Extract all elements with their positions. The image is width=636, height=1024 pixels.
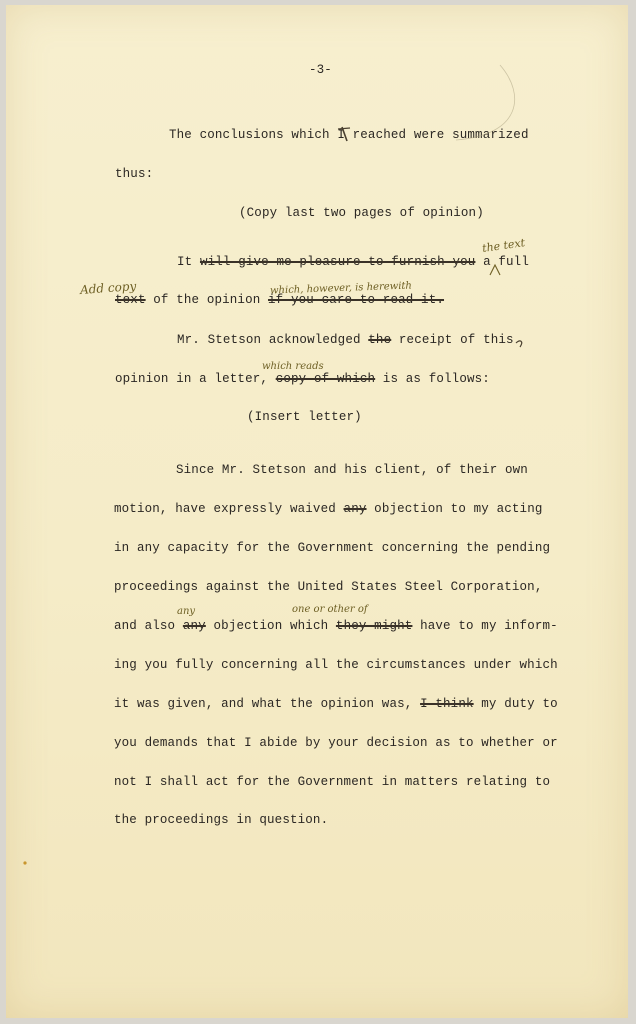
handwritten-annotation: which, however, is herewith: [269, 280, 413, 297]
struck-text: any: [343, 502, 367, 516]
handwritten-annotation: the text: [481, 236, 526, 255]
text-segment: receipt of this: [391, 333, 514, 347]
text-segment: have to my inform-: [412, 619, 558, 633]
document-page: [6, 5, 628, 1018]
text-segment: objection which: [205, 619, 336, 633]
text-segment: objection to my acting: [366, 502, 543, 516]
text-line-18: the proceedings in question.: [114, 813, 329, 827]
text-line-4: [177, 255, 529, 269]
struck-text: any: [182, 619, 206, 633]
struck-text: copy of which: [275, 372, 376, 386]
page-number: -3-: [309, 63, 332, 77]
text-line-7: [115, 372, 490, 386]
text-segment: my duty to: [473, 697, 558, 711]
text-line-13: [114, 619, 558, 633]
text-segment: and also: [114, 619, 183, 633]
text-line-8: (Insert letter): [247, 410, 362, 424]
text-line-15: [114, 697, 558, 711]
text-segment: motion, have expressly waived: [114, 502, 344, 516]
struck-text: will give me pleasure to furnish you: [199, 255, 476, 269]
text-line-14: ing you fully concerning all the circumstances under which: [114, 658, 558, 672]
handwritten-annotation: one or other of: [292, 604, 368, 615]
text-line-12: proceedings against the United States Steel Corporation,: [114, 580, 543, 594]
text-segment: of the opinion: [145, 293, 269, 307]
text-line-2: thus:: [115, 167, 154, 181]
text-segment: Mr. Stetson acknowledged: [177, 333, 369, 347]
struck-text: if you care to read it.: [268, 293, 445, 307]
text-segment: a full: [475, 255, 529, 269]
handwritten-annotation: any: [177, 606, 196, 617]
text-segment: is as follows:: [375, 372, 490, 386]
text-line-6: [177, 333, 514, 347]
text-line-16: you demands that I abide by your decision as to whether or: [114, 736, 558, 750]
struck-text: they might: [335, 619, 413, 633]
struck-text: text: [115, 293, 146, 307]
text-line-11: in any capacity for the Government concerning the pending: [114, 541, 551, 555]
text-line-1: The conclusions which I reached were summarized: [169, 128, 529, 142]
text-line-10: [114, 502, 543, 516]
struck-text: I think: [420, 697, 474, 711]
text-line-3: (Copy last two pages of opinion): [239, 206, 484, 220]
struck-text: the: [368, 333, 392, 347]
text-segment: opinion in a letter,: [115, 372, 276, 386]
text-segment: It: [177, 255, 200, 269]
handwritten-annotation: Add copy: [79, 279, 137, 297]
text-line-17: not I shall act for the Government in matters relating to: [114, 775, 551, 789]
handwritten-annotation: which reads: [262, 361, 324, 372]
text-segment: it was given, and what the opinion was,: [114, 697, 421, 711]
text-line-9: Since Mr. Stetson and his client, of their own: [176, 463, 528, 477]
